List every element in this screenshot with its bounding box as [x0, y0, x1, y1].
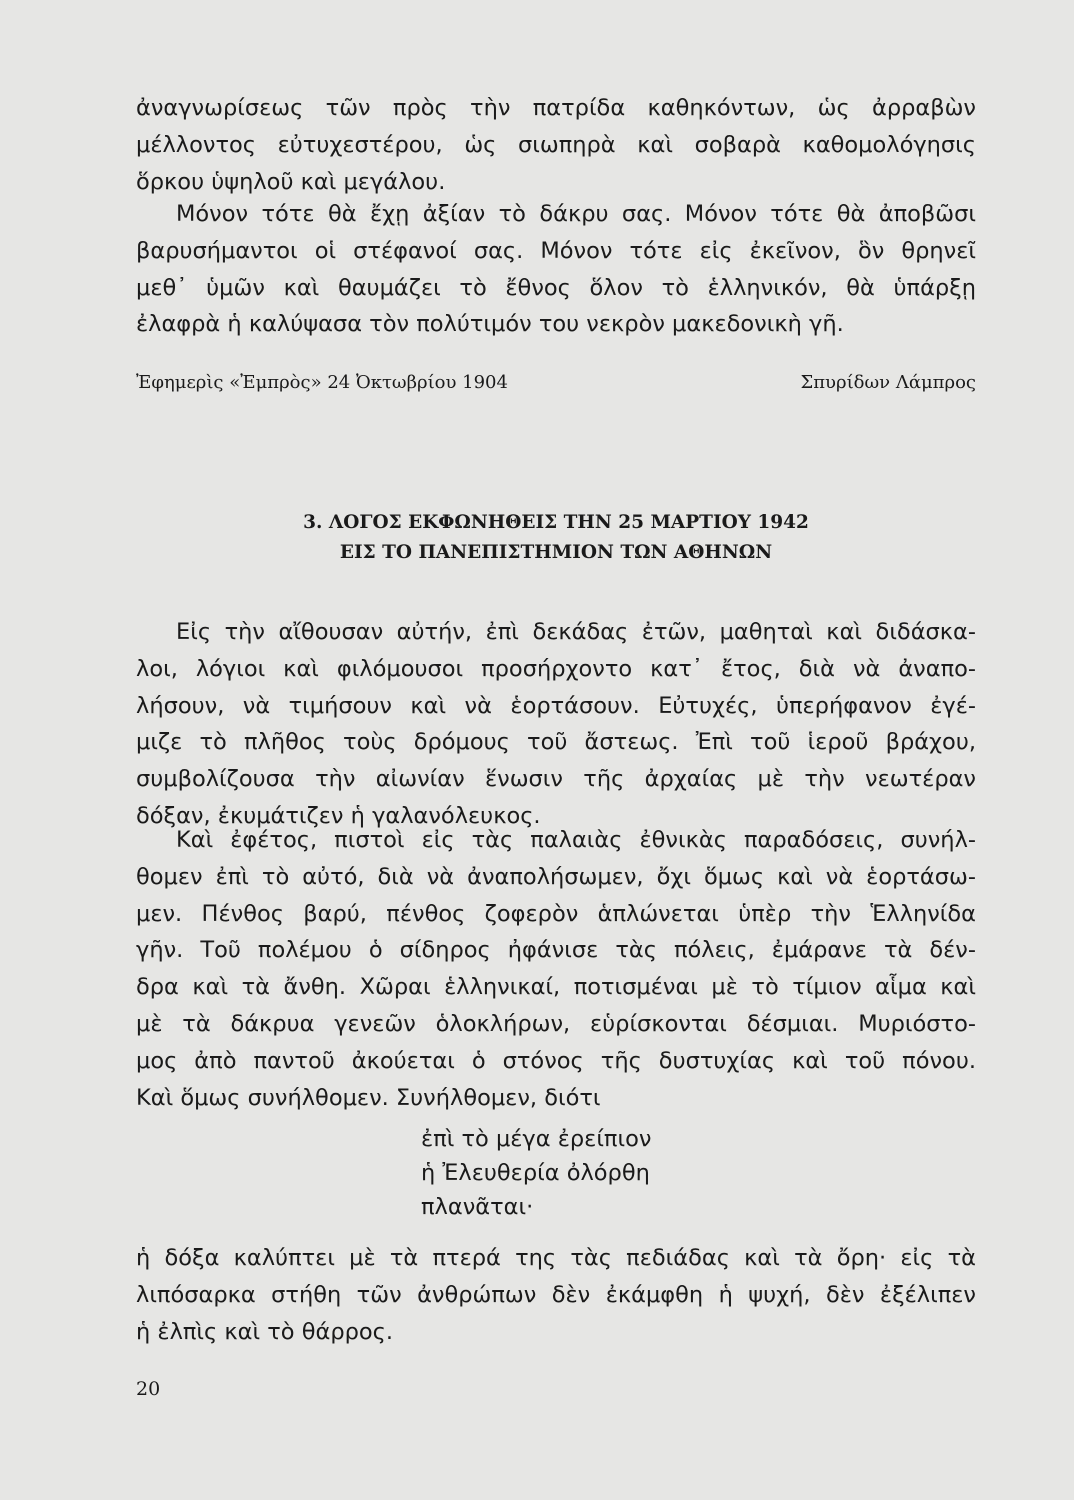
- paragraph-aithousa: [136, 614, 976, 835]
- paragraph-efetos: [136, 822, 976, 1116]
- page-number: 20: [136, 1378, 161, 1400]
- verse-line: ἐπὶ τὸ μέγα ἐρείπιον: [421, 1126, 652, 1152]
- heading-line-1: 3. ΛΟΓΟΣ ΕΚΦΩΝΗΘΕΙΣ ΤΗΝ 25 ΜΑΡΤΙΟΥ 1942: [303, 512, 809, 533]
- text-line: Μόνον τότε θὰ ἔχῃ ἀξίαν τὸ δάκρυ σας. Μόνον τότε θὰ ἀποβῶσι: [176, 201, 976, 227]
- text-line: Καὶ ἐφέτος, πιστοὶ εἰς τὰς παλαιὰς ἐθνικὰς παραδόσεις, συνήλ-: [176, 827, 976, 853]
- text-line: λήσουν, νὰ τιμήσουν καὶ νὰ ἑορτάσουν. Εὐτυχές, ὑπερήφανον ἐγέ-: [136, 692, 976, 719]
- dateline-source: Ἐφημερὶς «Ἐμπρὸς» 24 Ὀκτωβρίου 1904: [136, 372, 508, 393]
- text-line: γῆν. Τοῦ πολέμου ὁ σίδηρος ἠφάνισε τὰς πόλεις, ἐμάρανε τὰ δέν-: [136, 937, 976, 964]
- heading-line-2: ΕΙΣ ΤΟ ΠΑΝΕΠΙΣΤΗΜΙΟΝ ΤΩΝ ΑΘΗΝΩΝ: [339, 542, 773, 563]
- text-line: ἡ δόξα καλύπτει μὲ τὰ πτερά της τὰς πεδιάδας καὶ τὰ ὄρη· εἰς τὰ: [136, 1245, 976, 1271]
- paragraph-doxa: [136, 1240, 976, 1350]
- text-line: δόξαν, ἐκυμάτιζεν ἡ γαλανόλευκος.: [136, 802, 541, 829]
- text-line: ἡ ἐλπὶς καὶ τὸ θάρρος.: [136, 1318, 394, 1345]
- text-line: ἐλαφρὰ ἡ καλύψασα τὸν πολύτιμόν του νεκρὸν μακεδονικὴ γῆ.: [136, 311, 844, 338]
- text-line: βαρυσήμαντοι οἱ στέφανοί σας. Μόνον τότε εἰς ἐκεῖνον, ὃν θρηνεῖ: [136, 237, 976, 264]
- verse-quote: [136, 1122, 976, 1224]
- paragraph-monon: [136, 196, 976, 343]
- verse-line: ἡ Ἐλευθερία ὀλόρθη: [421, 1160, 650, 1186]
- text-line: μεν. Πένθος βαρύ, πένθος ζοφερὸν ἁπλώνεται ὑπὲρ τὴν Ἑλληνίδα: [136, 900, 976, 927]
- text-line: λοι, λόγιοι καὶ φιλόμουσοι προσήρχοντο κατ᾽ ἔτος, διὰ νὰ ἀναπο-: [136, 655, 976, 682]
- text-line: μέλλοντος εὐτυχεστέρου, ὡς σιωπηρὰ καὶ σοβαρὰ καθομολόγησις: [136, 131, 976, 158]
- text-line: μιζε τὸ πλῆθος τοὺς δρόμους τοῦ ἄστεως. Ἐπὶ τοῦ ἱεροῦ βράχου,: [136, 729, 976, 756]
- text-line: ὅρκου ὑψηλοῦ καὶ μεγάλου.: [136, 168, 446, 195]
- text-line: θομεν ἐπὶ τὸ αὐτό, διὰ νὰ ἀναπολήσωμεν, ὄχι ὅμως καὶ νὰ ἑορτάσω-: [136, 863, 976, 890]
- section-heading: [136, 508, 976, 568]
- dateline: [136, 372, 976, 396]
- text-line: Καὶ ὅμως συνήλθομεν. Συνήλθομεν, διότι: [136, 1084, 601, 1111]
- text-line: μος ἀπὸ παντοῦ ἀκούεται ὁ στόνος τῆς δυστυχίας καὶ τοῦ πόνου.: [136, 1047, 976, 1074]
- text-line: Εἰς τὴν αἴθουσαν αὐτήν, ἐπὶ δεκάδας ἐτῶν, μαθηταὶ καὶ διδάσκα-: [176, 619, 976, 645]
- paragraph-continuation: [136, 90, 976, 200]
- dateline-author: Σπυρίδων Λάμπρος: [800, 372, 976, 393]
- text-line: μεθ᾽ ὑμῶν καὶ θαυμάζει τὸ ἔθνος ὅλον τὸ ἑλληνικόν, θὰ ὑπάρξῃ: [136, 274, 976, 301]
- verse-line: πλανᾶται·: [421, 1194, 534, 1220]
- text-line: λιπόσαρκα στήθη τῶν ἀνθρώπων δὲν ἐκάμφθη ἡ ψυχή, δὲν ἐξέλιπεν: [136, 1281, 976, 1308]
- text-line: δρα καὶ τὰ ἄνθη. Χῶραι ἑλληνικαί, ποτισμέναι μὲ τὸ τίμιον αἷμα καὶ: [136, 974, 976, 1001]
- text-line: ἀναγνωρίσεως τῶν πρὸς τὴν πατρίδα καθηκόντων, ὡς ἀρραβὼν: [136, 95, 976, 121]
- text-line: συμβολίζουσα τὴν αἰωνίαν ἕνωσιν τῆς ἀρχαίας μὲ τὴν νεωτέραν: [136, 766, 976, 793]
- text-line: μὲ τὰ δάκρυα γενεῶν ὁλοκλήρων, εὑρίσκονται δέσμιαι. Μυριόστο-: [136, 1010, 976, 1037]
